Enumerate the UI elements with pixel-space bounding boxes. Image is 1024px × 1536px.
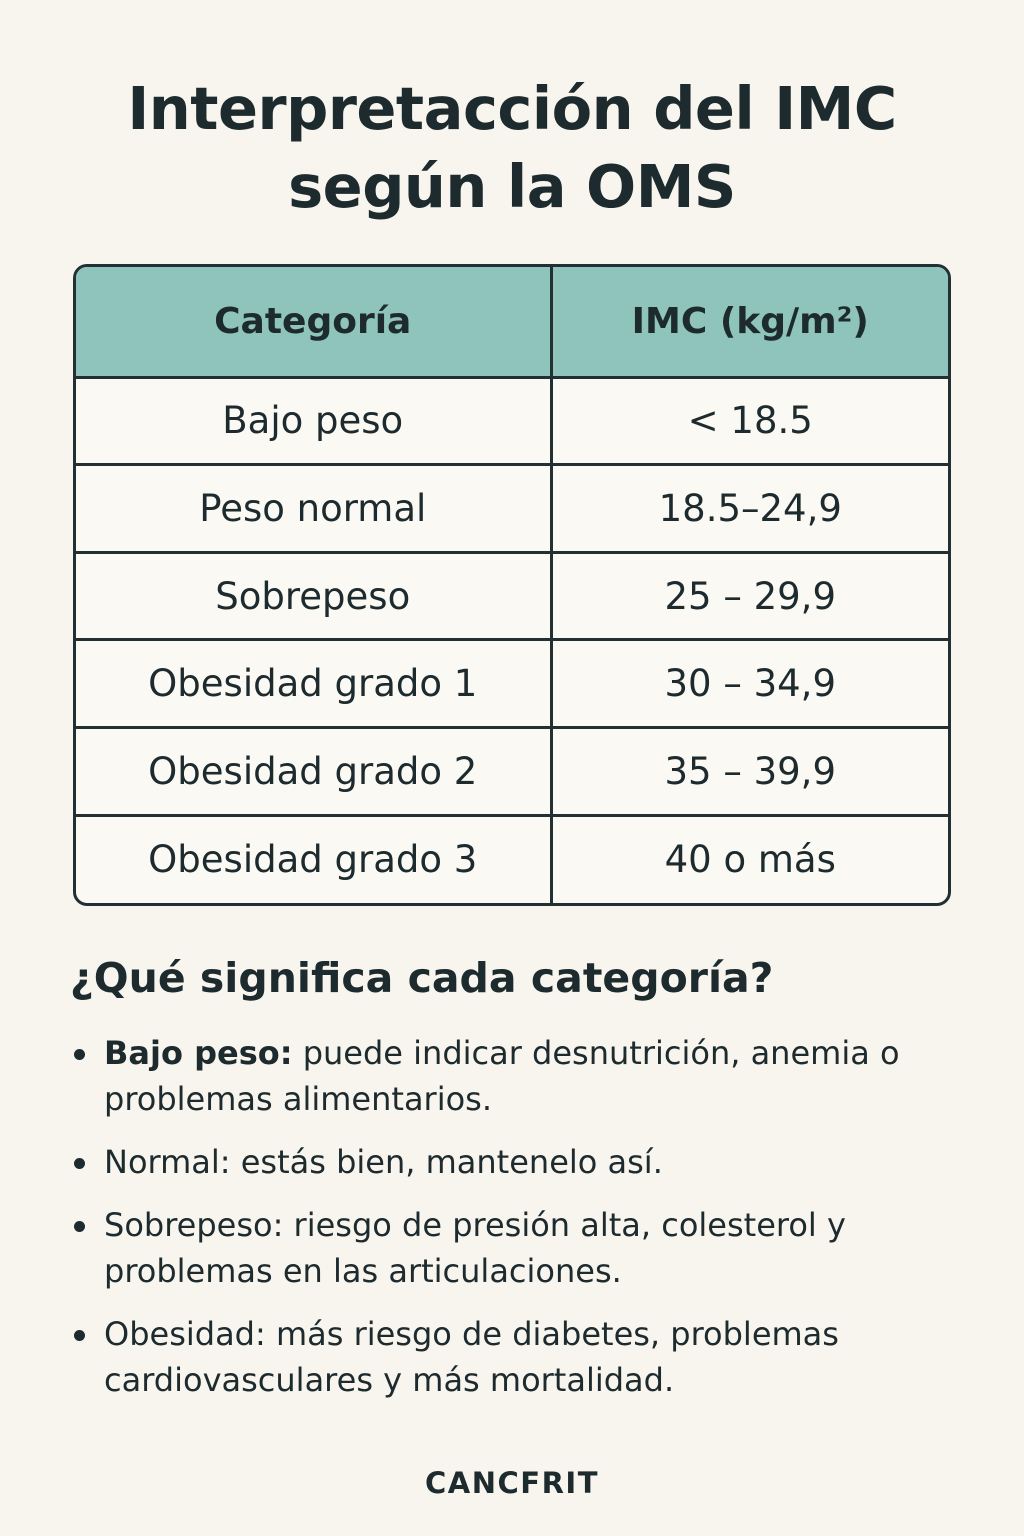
bmi-range-cell: 35 – 39,9 xyxy=(551,728,948,816)
category-meaning-list xyxy=(70,1030,950,1420)
list-item-text: puede indicar desnutrición, anemia o problemas alimentarios. xyxy=(104,1034,900,1118)
list-item-text: estás bien, mantenelo así. xyxy=(230,1143,663,1181)
list-item-term: Sobrepeso: xyxy=(104,1206,284,1244)
bmi-range-cell: 18.5–24,9 xyxy=(551,465,948,553)
list-item-text: riesgo de presión alta, colesterol y problemas en las articulaciones. xyxy=(104,1206,846,1290)
table-row xyxy=(76,815,948,903)
table-row xyxy=(76,377,948,465)
list-item-term: Bajo peso: xyxy=(104,1034,293,1072)
page-title-line2: según la OMS xyxy=(288,152,736,221)
category-cell: Obesidad grado 1 xyxy=(76,640,551,728)
bullet-icon xyxy=(74,1049,85,1060)
category-cell: Peso normal xyxy=(76,465,551,553)
list-item xyxy=(70,1202,950,1294)
table-row xyxy=(76,728,948,816)
bmi-range-cell: < 18.5 xyxy=(687,399,813,443)
list-item xyxy=(70,1030,950,1122)
table-header-row xyxy=(76,267,948,377)
category-cell: Obesidad grado 2 xyxy=(76,728,551,816)
list-item xyxy=(70,1311,950,1403)
list-item xyxy=(70,1139,950,1185)
category-cell: Bajo peso xyxy=(76,377,551,465)
table-row xyxy=(76,552,948,640)
bmi-range-cell: 25 – 29,9 xyxy=(551,552,948,640)
bmi-range-cell: 30 – 34,9 xyxy=(551,640,948,728)
category-cell: Sobrepeso xyxy=(76,552,551,640)
column-header-category: Categoría xyxy=(76,267,551,377)
section-title: ¿Qué significa cada categoría? xyxy=(70,954,774,1002)
bmi-range-cell: 40 o más xyxy=(551,815,948,903)
table-row xyxy=(76,640,948,728)
brand-footer: CANCFRIT xyxy=(425,1466,599,1500)
column-header-bmi: IMC (kg/m²) xyxy=(551,267,948,377)
category-cell: Obesidad grado 3 xyxy=(76,815,551,903)
bullet-icon xyxy=(74,1158,85,1169)
table-row xyxy=(76,465,948,553)
bmi-table xyxy=(73,264,951,906)
page-title-line1: Interpretacción del IMC xyxy=(127,74,897,143)
list-item-term: Obesidad: xyxy=(104,1315,266,1353)
page-title xyxy=(40,70,984,226)
bullet-icon xyxy=(74,1330,85,1341)
list-item-term: Normal: xyxy=(104,1143,231,1181)
list-item-text: más riesgo de diabetes, problemas cardiovasculares y más mortalidad. xyxy=(104,1315,839,1399)
bullet-icon xyxy=(74,1221,85,1232)
